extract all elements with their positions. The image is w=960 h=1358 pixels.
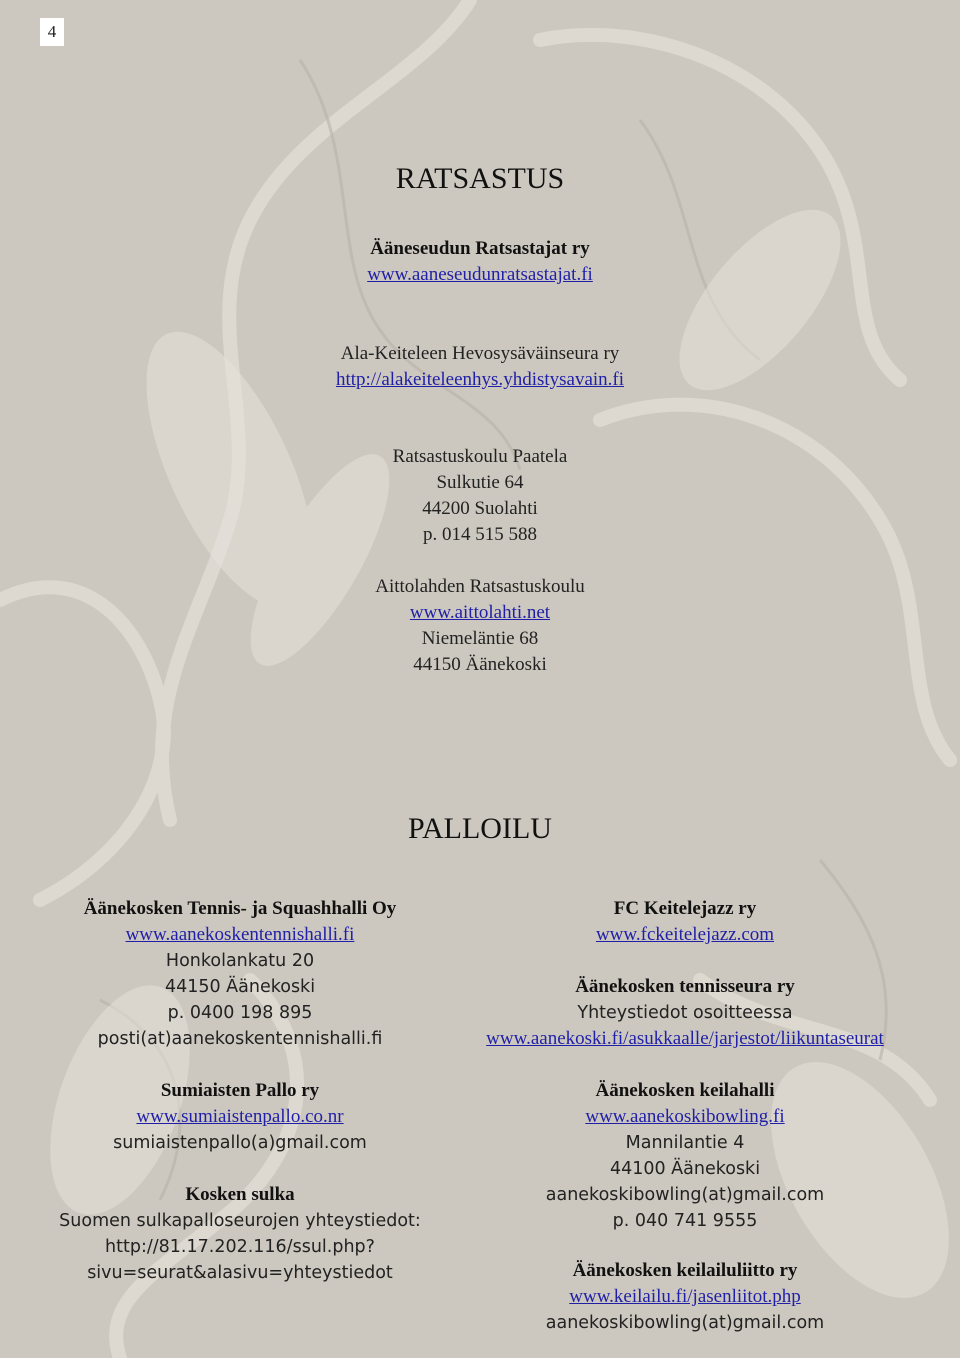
org-keilailuliitto <box>440 1258 930 1336</box>
org-aittolahden-ratsastuskoulu <box>0 574 960 678</box>
org-email: sumiaistenpallo(a)gmail.com <box>113 1133 367 1153</box>
org-phone: p. 0400 198 895 <box>167 1003 313 1023</box>
org-link[interactable]: www.aittolahti.net <box>409 602 551 623</box>
org-email: aanekoskibowling(at)gmail.com <box>545 1185 825 1205</box>
org-link[interactable]: www.keilailu.fi/jasenliitot.php <box>569 1286 801 1307</box>
org-info-line: http://81.17.202.116/ssul.php? <box>105 1237 375 1257</box>
org-city: 44200 Suolahti <box>422 498 538 519</box>
org-street: Sulkutie 64 <box>436 472 524 493</box>
org-sumiaisten-pallo <box>30 1078 450 1156</box>
org-fc-keitelejazz <box>440 896 930 948</box>
org-name: Ratsastuskoulu Paatela <box>392 446 568 467</box>
org-street: Honkolankatu 20 <box>165 951 315 971</box>
org-name: FC Keitelejazz ry <box>613 898 757 919</box>
org-name: Äänekosken tennisseura ry <box>575 976 795 997</box>
org-name: Äänekosken Tennis- ja Squashhalli Oy <box>83 898 397 919</box>
org-city: 44150 Äänekoski <box>413 654 547 675</box>
org-street: Mannilantie 4 <box>625 1133 745 1153</box>
ratsastus-heading: RATSASTUS <box>395 162 565 195</box>
org-city: 44100 Äänekoski <box>609 1159 761 1179</box>
org-link[interactable]: www.aanekoski.fi/asukkaalle/jarjestot/liikuntaseurat <box>486 1028 884 1049</box>
org-phone: p. 014 515 588 <box>423 524 537 545</box>
org-info-line: sivu=seurat&alasivu=yhteystiedot <box>87 1263 393 1283</box>
page-number: 4 <box>40 18 64 46</box>
org-link[interactable]: www.aanekoskentennishalli.fi <box>125 924 355 945</box>
org-phone: p. 040 741 9555 <box>612 1211 758 1231</box>
org-email: posti(at)aanekoskentennishalli.fi <box>97 1029 383 1049</box>
org-aaneseudun-ratsastajat <box>0 236 960 288</box>
org-link[interactable]: www.fckeitelejazz.com <box>595 924 775 945</box>
org-name: Äänekosken keilailuliitto ry <box>572 1260 798 1281</box>
org-name: Ala-Keiteleen Hevosysäväinseura ry <box>340 343 620 364</box>
org-hevosysavainseura <box>0 341 960 393</box>
org-name: Sumiaisten Pallo ry <box>160 1080 320 1101</box>
org-city: 44150 Äänekoski <box>164 977 316 997</box>
org-ratsastuskoulu-paatela <box>0 444 960 548</box>
org-street: Niemeläntie 68 <box>421 628 539 649</box>
org-link[interactable]: www.aaneseudunratsastajat.fi <box>367 264 593 285</box>
org-name: Ääneseudun Ratsastajat ry <box>370 238 590 259</box>
org-name: Aittolahden Ratsastuskoulu <box>375 576 585 597</box>
org-info-line: Yhteystiedot osoitteessa <box>577 1003 793 1023</box>
palloilu-heading: PALLOILU <box>408 812 552 845</box>
org-info-line: Suomen sulkapalloseurojen yhteystiedot: <box>59 1211 421 1231</box>
org-tennis-squashhalli <box>30 896 450 1052</box>
org-kosken-sulka <box>30 1182 450 1286</box>
org-tennisseura <box>440 974 930 1052</box>
org-name: Äänekosken keilahalli <box>595 1080 775 1101</box>
org-name: Kosken sulka <box>185 1184 295 1205</box>
org-email: aanekoskibowling(at)gmail.com <box>545 1313 825 1333</box>
org-link[interactable]: http://alakeiteleenhys.yhdistysavain.fi <box>335 369 625 390</box>
org-link[interactable]: www.aanekoskibowling.fi <box>585 1106 785 1127</box>
org-keilahalli <box>440 1078 930 1234</box>
org-link[interactable]: www.sumiaistenpallo.co.nr <box>136 1106 344 1127</box>
